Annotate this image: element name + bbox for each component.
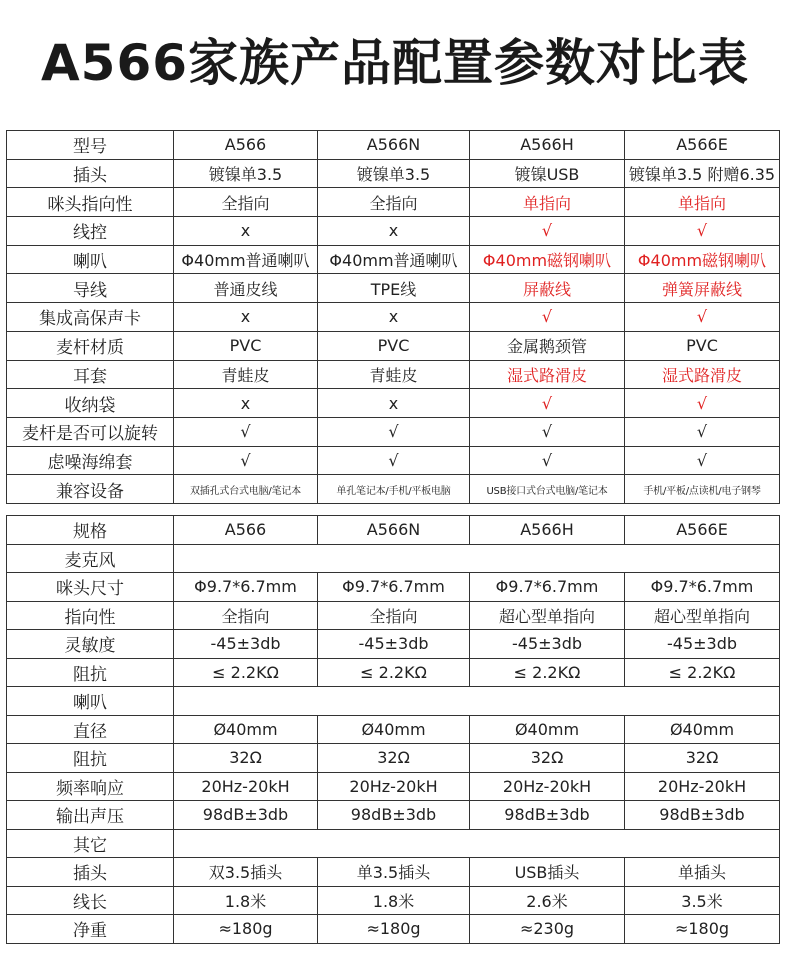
value-cell: 全指向 [174, 601, 318, 630]
value-cell: √ [470, 389, 625, 418]
value-cell: Ø40mm [318, 715, 470, 744]
value-cell: 青蛙皮 [174, 360, 318, 389]
value-cell: Φ9.7*6.7mm [174, 573, 318, 602]
value-cell: 32Ω [318, 744, 470, 773]
value-cell: 单3.5插头 [318, 858, 470, 887]
value-cell: √ [470, 446, 625, 475]
table-row [7, 658, 780, 687]
table-row [7, 475, 780, 504]
row-label-cell: 输出声压 [7, 801, 174, 830]
value-cell: 弹簧屏蔽线 [625, 274, 780, 303]
row-label-cell: 指向性 [7, 601, 174, 630]
table-header-row [7, 516, 780, 545]
value-cell: 32Ω [174, 744, 318, 773]
table-row [7, 303, 780, 332]
value-cell: ≤ 2.2KΩ [318, 658, 470, 687]
value-cell: 双插孔式台式电脑/笔记本 [174, 475, 318, 504]
row-label-cell: 虑噪海绵套 [7, 446, 174, 475]
value-cell: PVC [625, 331, 780, 360]
value-cell: Φ40mm磁钢喇叭 [470, 245, 625, 274]
row-label-cell: 阻抗 [7, 658, 174, 687]
value-cell: √ [470, 417, 625, 446]
value-cell: Ø40mm [625, 715, 780, 744]
value-cell: ≤ 2.2KΩ [625, 658, 780, 687]
value-cell: 98dB±3db [470, 801, 625, 830]
row-label-cell: 麦杆材质 [7, 331, 174, 360]
value-cell: ≈230g [470, 915, 625, 944]
value-cell: 32Ω [470, 744, 625, 773]
row-label-cell: 灵敏度 [7, 630, 174, 659]
value-cell: 1.8米 [174, 886, 318, 915]
section-filler-cell [174, 687, 780, 716]
row-label-cell: 净重 [7, 915, 174, 944]
section-label-cell: 喇叭 [7, 687, 174, 716]
value-cell: 湿式路滑皮 [625, 360, 780, 389]
header-model-cell: A566 [174, 516, 318, 545]
value-cell: 超心型单指向 [625, 601, 780, 630]
value-cell: x [174, 217, 318, 246]
value-cell: PVC [318, 331, 470, 360]
value-cell: √ [625, 303, 780, 332]
row-label-cell: 直径 [7, 715, 174, 744]
value-cell: √ [625, 389, 780, 418]
header-label-cell: 型号 [7, 131, 174, 160]
value-cell: 单孔笔记本/手机/平板电脑 [318, 475, 470, 504]
value-cell: 全指向 [318, 601, 470, 630]
row-label-cell: 线长 [7, 886, 174, 915]
value-cell: 1.8米 [318, 886, 470, 915]
value-cell: -45±3db [174, 630, 318, 659]
table-row [7, 772, 780, 801]
value-cell: 2.6米 [470, 886, 625, 915]
section-filler-cell [174, 829, 780, 858]
value-cell: √ [470, 217, 625, 246]
config-comparison-table [6, 130, 780, 504]
value-cell: ≤ 2.2KΩ [470, 658, 625, 687]
value-cell: Φ9.7*6.7mm [470, 573, 625, 602]
table-row [7, 159, 780, 188]
row-label-cell: 麦杆是否可以旋转 [7, 417, 174, 446]
value-cell: 32Ω [625, 744, 780, 773]
table-row [7, 188, 780, 217]
value-cell: USB接口式台式电脑/笔记本 [470, 475, 625, 504]
page-title: A566家族产品配置参数对比表 [40, 34, 750, 92]
section-label-cell: 麦克风 [7, 544, 174, 573]
table-row [7, 417, 780, 446]
value-cell: 金属鹅颈管 [470, 331, 625, 360]
table-row [7, 573, 780, 602]
value-cell: Φ40mm普通喇叭 [318, 245, 470, 274]
row-label-cell: 插头 [7, 858, 174, 887]
table-row [7, 601, 780, 630]
value-cell: 镀镍单3.5 附赠6.35 [625, 159, 780, 188]
header-model-cell: A566N [318, 131, 470, 160]
value-cell: 镀镍USB [470, 159, 625, 188]
row-label-cell: 阻抗 [7, 744, 174, 773]
value-cell: 湿式路滑皮 [470, 360, 625, 389]
value-cell: √ [625, 217, 780, 246]
row-label-cell: 喇叭 [7, 245, 174, 274]
value-cell: 手机/平板/点读机/电子钢琴 [625, 475, 780, 504]
row-label-cell: 导线 [7, 274, 174, 303]
value-cell: 单插头 [625, 858, 780, 887]
header-model-cell: A566H [470, 516, 625, 545]
value-cell: 普通皮线 [174, 274, 318, 303]
header-model-cell: A566N [318, 516, 470, 545]
value-cell: Ø40mm [470, 715, 625, 744]
table-row [7, 886, 780, 915]
spec-table [6, 515, 780, 944]
section-row [7, 544, 780, 573]
value-cell: TPE线 [318, 274, 470, 303]
value-cell: ≈180g [318, 915, 470, 944]
value-cell: USB插头 [470, 858, 625, 887]
value-cell: 双3.5插头 [174, 858, 318, 887]
value-cell: √ [470, 303, 625, 332]
table-row [7, 360, 780, 389]
section-label-cell: 其它 [7, 829, 174, 858]
row-label-cell: 兼容设备 [7, 475, 174, 504]
value-cell: Ø40mm [174, 715, 318, 744]
value-cell: 单指向 [470, 188, 625, 217]
header-model-cell: A566H [470, 131, 625, 160]
section-row [7, 829, 780, 858]
row-label-cell: 线控 [7, 217, 174, 246]
value-cell: Φ40mm普通喇叭 [174, 245, 318, 274]
value-cell: 单指向 [625, 188, 780, 217]
row-label-cell: 频率响应 [7, 772, 174, 801]
value-cell: 青蛙皮 [318, 360, 470, 389]
row-label-cell: 咪头指向性 [7, 188, 174, 217]
value-cell: x [318, 217, 470, 246]
table-row [7, 915, 780, 944]
row-label-cell: 插头 [7, 159, 174, 188]
value-cell: -45±3db [318, 630, 470, 659]
section-row [7, 687, 780, 716]
value-cell: 20Hz-20kH [625, 772, 780, 801]
value-cell: √ [625, 417, 780, 446]
table-row [7, 389, 780, 418]
table-row [7, 446, 780, 475]
value-cell: Φ9.7*6.7mm [625, 573, 780, 602]
value-cell: -45±3db [470, 630, 625, 659]
table-row [7, 858, 780, 887]
value-cell: 98dB±3db [174, 801, 318, 830]
row-label-cell: 耳套 [7, 360, 174, 389]
value-cell: 20Hz-20kH [318, 772, 470, 801]
value-cell: x [174, 303, 318, 332]
table-row [7, 801, 780, 830]
value-cell: Φ40mm磁钢喇叭 [625, 245, 780, 274]
table-row [7, 630, 780, 659]
value-cell: 超心型单指向 [470, 601, 625, 630]
header-label-cell: 规格 [7, 516, 174, 545]
value-cell: 镀镍单3.5 [318, 159, 470, 188]
value-cell: 3.5米 [625, 886, 780, 915]
table-header-row [7, 131, 780, 160]
value-cell: 20Hz-20kH [470, 772, 625, 801]
row-label-cell: 收纳袋 [7, 389, 174, 418]
value-cell: √ [625, 446, 780, 475]
table-row [7, 715, 780, 744]
value-cell: 全指向 [174, 188, 318, 217]
value-cell: 98dB±3db [318, 801, 470, 830]
value-cell: x [318, 303, 470, 332]
value-cell: x [318, 389, 470, 418]
table-row [7, 744, 780, 773]
section-filler-cell [174, 544, 780, 573]
value-cell: PVC [174, 331, 318, 360]
value-cell: √ [174, 446, 318, 475]
header-model-cell: A566 [174, 131, 318, 160]
row-label-cell: 集成高保声卡 [7, 303, 174, 332]
value-cell: -45±3db [625, 630, 780, 659]
value-cell: Φ9.7*6.7mm [318, 573, 470, 602]
header-model-cell: A566E [625, 131, 780, 160]
header-model-cell: A566E [625, 516, 780, 545]
row-label-cell: 咪头尺寸 [7, 573, 174, 602]
table-row [7, 245, 780, 274]
value-cell: 镀镍单3.5 [174, 159, 318, 188]
value-cell: 98dB±3db [625, 801, 780, 830]
value-cell: ≤ 2.2KΩ [174, 658, 318, 687]
value-cell: x [174, 389, 318, 418]
value-cell: 全指向 [318, 188, 470, 217]
value-cell: ≈180g [174, 915, 318, 944]
value-cell: √ [318, 417, 470, 446]
table-row [7, 274, 780, 303]
table-row [7, 217, 780, 246]
value-cell: √ [174, 417, 318, 446]
value-cell: 20Hz-20kH [174, 772, 318, 801]
value-cell: √ [318, 446, 470, 475]
value-cell: 屏蔽线 [470, 274, 625, 303]
table-row [7, 331, 780, 360]
value-cell: ≈180g [625, 915, 780, 944]
